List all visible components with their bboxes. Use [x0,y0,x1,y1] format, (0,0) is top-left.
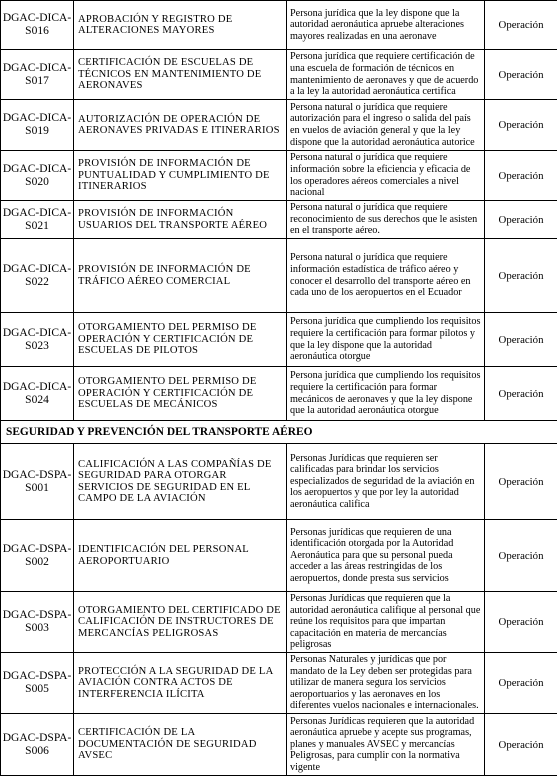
table-row [1,653,557,714]
service-process: Operación [485,367,557,421]
service-code: DGAC-DICA-S021 [1,201,74,239]
service-requester: Personas Jurídicas que requieren ser calificadas para brindar los servicios especializados de seguridad de la aviación en los aeropuertos y que por ley la autoridad aeronáutica califica [287,444,485,520]
section-title: SEGURIDAD Y PREVENCIÓN DEL TRANSPORTE AÉREO [1,421,557,444]
service-code: DGAC-DICA-S024 [1,367,74,421]
service-process: Operación [485,592,557,653]
section-header-row [1,421,557,444]
service-requester: Persona jurídica que la ley dispone que la autoridad aeronáutica apruebe alteraciones mayores realizadas en una aeronave [287,1,485,50]
service-process: Operación [485,714,557,776]
service-name: OTORGAMIENTO DEL PERMISO DE OPERACIÓN Y CERTIFICACIÓN DE ESCUELAS DE PILOTOS [74,313,287,367]
service-process: Operación [485,653,557,714]
service-name: CERTIFICACIÓN DE ESCUELAS DE TÉCNICOS EN MANTENIMIENTO DE AERONAVES [74,50,287,100]
service-requester: Persona jurídica que requiere certificación de una escuela de formación de técnicos en mantenimiento de aeronaves y que de acuerdo a la ley la autoridad aeronáutica certifica [287,50,485,100]
service-name: APROBACIÓN Y REGISTRO DE ALTERACIONES MAYORES [74,1,287,50]
service-process: Operación [485,520,557,592]
service-name: CERTIFICACIÓN DE LA DOCUMENTACIÓN DE SEGURIDAD AVSEC [74,714,287,776]
service-process: Operación [485,313,557,367]
table-row [1,313,557,367]
service-process: Operación [485,50,557,100]
service-name: PROVISIÓN DE INFORMACIÓN USUARIOS DEL TRANSPORTE AÉREO [74,201,287,239]
service-name: CALIFICACIÓN A LAS COMPAÑÍAS DE SEGURIDAD PARA OTORGAR SERVICIOS DE SEGURIDAD EN EL CAMPO DE LA AVIACIÓN [74,444,287,520]
table-row [1,1,557,50]
service-name: PROVISIÓN DE INFORMACIÓN DE PUNTUALIDAD Y CUMPLIMIENTO DE ITINERARIOS [74,151,287,201]
service-name: IDENTIFICACIÓN DEL PERSONAL AEROPORTUARIO [74,520,287,592]
table-row [1,367,557,421]
service-code: DGAC-DICA-S020 [1,151,74,201]
service-name: OTORGAMIENTO DEL CERTIFICADO DE CALIFICACIÓN DE INSTRUCTORES DE MERCANCÍAS PELIGROSAS [74,592,287,653]
service-process: Operación [485,1,557,50]
service-code: DGAC-DICA-S017 [1,50,74,100]
service-code: DGAC-DSPA-S001 [1,444,74,520]
service-requester: Persona natural o jurídica que requiere información estadística de tráfico aéreo y conocer el desarrollo del transporte aéreo en cada uno de los aeropuertos en el Ecuador [287,239,485,313]
table-row [1,239,557,313]
service-process: Operación [485,239,557,313]
service-requester: Personas Jurídicas requieren que la autoridad aeronáutica apruebe y acepte sus programas, planes y manuales AVSEC y mercancías Peligrosas, para cumplir con la normativa vigente [287,714,485,776]
service-process: Operación [485,444,557,520]
table-row [1,714,557,776]
service-requester: Persona natural o jurídica que requiere información sobre la eficiencia y eficacia de los operadores aéreos comerciales a nivel nacional [287,151,485,201]
service-process: Operación [485,100,557,151]
service-code: DGAC-DICA-S022 [1,239,74,313]
table-body [1,1,557,776]
table-row [1,592,557,653]
service-process: Operación [485,201,557,239]
service-requester: Persona jurídica que cumpliendo los requisitos requiere la certificación para formar mecánicos de aeronaves y que la ley dispone que la autoridad aeronáutica otorgue [287,367,485,421]
table-row [1,50,557,100]
service-name: PROTECCIÓN A LA SEGURIDAD DE LA AVIACIÓN CONTRA ACTOS DE INTERFERENCIA ILÍCITA [74,653,287,714]
service-code: DGAC-DSPA-S002 [1,520,74,592]
table-row [1,201,557,239]
service-requester: Personas Jurídicas que requieren que la autoridad aeronáutica califique al personal que reúne los requisitos para que impartan capacitación en materia de mercancías peligrosas [287,592,485,653]
table-row [1,444,557,520]
service-code: DGAC-DICA-S016 [1,1,74,50]
service-process: Operación [485,151,557,201]
table-row [1,100,557,151]
service-code: DGAC-DSPA-S006 [1,714,74,776]
service-requester: Personas jurídicas que requieren de una identificación otorgada por la Autoridad Aeronáutica para que su personal pueda acceder a las áreas restringidas de los aeropuertos, donde presta sus servicios [287,520,485,592]
service-code: DGAC-DSPA-S003 [1,592,74,653]
service-code: DGAC-DSPA-S005 [1,653,74,714]
service-requester: Personas Naturales y jurídicas que por mandato de la Ley deben ser protegidas para utilizar de manera segura los servicios aeroportuarios y las aeronaves en los diferentes vuelos nacionales e internacionales. [287,653,485,714]
service-code: DGAC-DICA-S019 [1,100,74,151]
service-name: OTORGAMIENTO DEL PERMISO DE OPERACIÓN Y CERTIFICACIÓN DE ESCUELAS DE MECÁNICOS [74,367,287,421]
service-requester: Persona natural o jurídica que requiere autorización para el ingreso o salida del país en vuelos de aviación general y que la ley dispone que la autoridad aeronáutica autorice [287,100,485,151]
service-name: AUTORIZACIÓN DE OPERACIÓN DE AERONAVES PRIVADAS E ITINERARIOS [74,100,287,151]
service-requester: Persona natural o jurídica que requiere reconocimiento de sus derechos que le asisten en el transporte aéreo. [287,201,485,239]
service-code: DGAC-DICA-S023 [1,313,74,367]
table-row [1,151,557,201]
table-row [1,520,557,592]
service-requester: Persona jurídica que cumpliendo los requisitos requiere la certificación para formar pilotos y que la ley dispone que la autoridad aeronáutica otorgue [287,313,485,367]
service-name: PROVISIÓN DE INFORMACIÓN DE TRÁFICO AÉREO COMERCIAL [74,239,287,313]
